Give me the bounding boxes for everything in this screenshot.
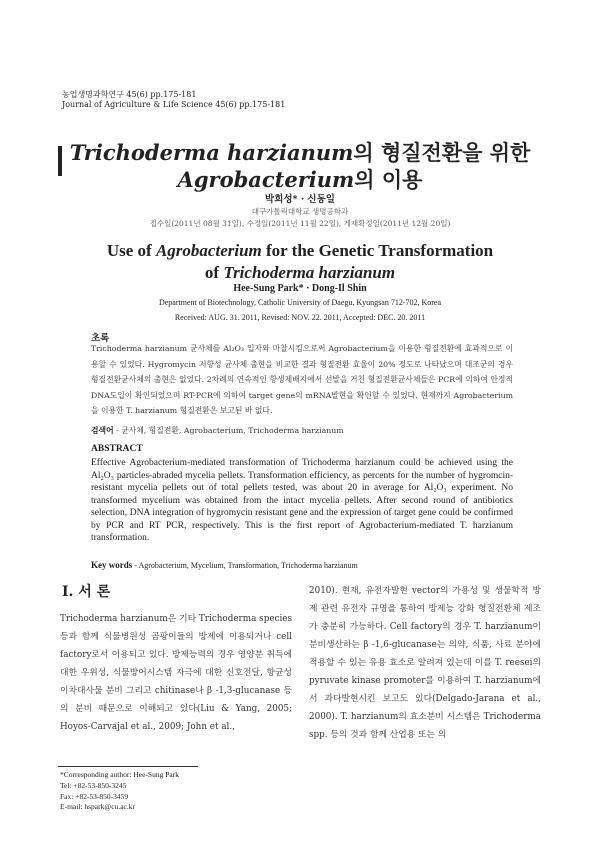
korean-dates: 접수일(2011년 08월 31일), 수정일(2011년 11월 22일), 게재확정일(2011년 12월 20일) xyxy=(149,219,451,228)
footnote-tel: Tel: +82-53-850-3245 xyxy=(60,781,127,790)
korean-title-bacterium: Agrobacterium xyxy=(177,167,355,192)
journal-header-english: Journal of Agriculture & Life Science 45(6) pp.175-181 xyxy=(62,100,286,109)
english-affiliation: Department of Biotechnology, Catholic University of Daegu, Kyungsan 712-702, Korea xyxy=(158,298,442,307)
english-title-post: for the Genetic Transformation xyxy=(261,241,494,260)
english-title-pre: Use of xyxy=(106,241,156,260)
footnote-fax: Fax: +82-53-850-3459 xyxy=(60,792,129,801)
english-keywords-list: - Agrobacterium, Mycelium, Transformation, Trichoderma harzianum xyxy=(132,561,358,570)
korean-abstract-heading: 초록 xyxy=(91,333,110,344)
korean-keywords-label: 검색어 xyxy=(91,426,114,435)
korean-affiliation: 대구가톨릭대학교 생명공학과 xyxy=(251,207,349,216)
korean-title-line2-rest: 의 이용 xyxy=(354,167,423,192)
journal-header-korean: 농업생명과학연구 45(6) pp.175-181 xyxy=(62,90,197,99)
intro-right-column: 2010). 현재, 유전자발현 vector의 가용성 및 생물학적 방제 관련 유전자 규명을 통하여 방제능 강화 형질전환체 제조가 충분히 가능하다. Cell factory의 경우 T. harzianum이 분비생산하는 β -1,6-glucanase는 의약, 식품, 사료 분야에 적용할 수 있는 유용 효소로 알려져 있는데 이를 T. reesei의 pyruvate kinase promoter를 이용하여 T. harzianum에서 과다발현시킨 보고도 있다(Delgado-Jarana et al., 2000). T. harzianum의 효소분비 시스템은 Trichoderma spp. 등의 것과 함께 산업용 또는 의 xyxy=(309,586,541,740)
english-keywords-label: Key words xyxy=(91,560,133,570)
intro-left-column: Trichoderma harzianum은 기타 Trichoderma species 등과 함께 식물병원성 곰팡이들의 방제에 이용되거나 cell factory로서 이용되고 있다. 방제능력의 경우 영양분 취득에 대한 우위성, 식물방어시스템 자극에 대한 신호전달, 항균성 이차대사물 분비 그리고 chitinase나 β -1,3-glucanase 등의 분비 때문으로 이해되고 있다(Liu & Yang, 2005; Hoyos-Carvajal et al., 2009; John et al., xyxy=(60,614,292,732)
english-dates: Received: AUG. 31. 2011, Revised: NOV. 22. 2011, Accepted: DEC. 20. 2011 xyxy=(174,313,426,322)
korean-authors: 박희성* · 신동일 xyxy=(265,194,335,205)
footnote-corresponding-author: *Corresponding author: Hee-Sung Park xyxy=(60,770,179,779)
english-title-bacterium: Agrobacterium xyxy=(155,241,262,260)
english-abstract-body: Effective Agrobacterium-mediated transformation of Trichoderma harzianum could be achieved using the Al₂O₃ particles-abraded mycelia pellets. Transformation efficiency, as percents for the number of hygromcin-resistant mycelia pellets out of total pellets tested, was about 20 in average for Al₂O₃ experiment. No transformed mycelium was obtained from the intact mycelia pellets. After second round of antibiotics selection, DNA integration of hygromycin resistant gene and the expression of target gene could be confirmed by PCR and RT PCR, respectively. This is the first report of Agrobacterium-mediated T. harzianum transformation. xyxy=(91,458,513,543)
footnote-divider xyxy=(58,766,198,767)
english-keywords xyxy=(91,560,358,570)
korean-title-line2 xyxy=(0,167,600,193)
english-title-line2 xyxy=(0,262,600,283)
english-title-organism: Trichoderma harzianum xyxy=(223,263,396,282)
korean-title-line1 xyxy=(0,140,600,166)
english-title-line2-pre: of xyxy=(204,263,224,282)
korean-keywords xyxy=(91,425,344,436)
english-authors: Hee-Sung Park* · Dong-Il Shin xyxy=(233,283,367,294)
korean-abstract-body: Trichoderma harzianum 균사체를 Al₂O₃ 입자와 마찰시킴으로써 Agrobacterium을 이용한 형질전환에 효과적으로 이용할 수 있었다. Hygromycin 저항성 균사체 출현을 비교한 결과 형질전환 효율이 20% 정도로 나타났으며 대조군의 경우 형질전환균사체의 출현은 없었다. 2차례의 연속적인 항생제배지에서 선발을 거친 형질전환균사체들은 PCR에 의하여 안정적 DNA도입이 확인되었으며 RT-PCR에 의하여 target gene의 mRNA발현을 확인할 수 있었다. 현재까지 Agrobacterium을 이용한 T. harzianum 형질전환은 보고된 바 없다. xyxy=(91,344,513,415)
english-title-line1 xyxy=(0,240,600,261)
korean-title-organism: Trichoderma harzianum xyxy=(69,140,354,165)
footnote-email: E-mail: hspark@cu.ac.kr xyxy=(60,802,136,811)
korean-keywords-list: - 균사체, 형질전환, Agrobacterium, Trichoderma harzianum xyxy=(113,426,344,435)
korean-title-line1-rest: 의 형질전환을 위한 xyxy=(353,140,531,165)
section-heading-introduction: Ⅰ. 서 론 xyxy=(62,584,111,600)
english-abstract-heading: ABSTRACT xyxy=(91,444,143,454)
